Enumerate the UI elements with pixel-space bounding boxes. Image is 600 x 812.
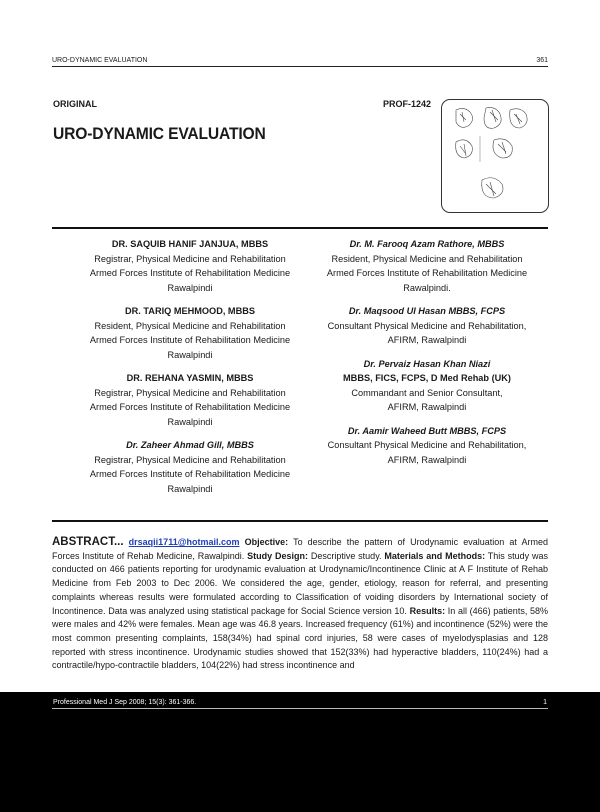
authors-right-column (312, 237, 542, 476)
author-affiliation: Armed Forces Institute of Rehabilitation Medicine (89, 268, 291, 278)
footer (53, 699, 547, 706)
article-title: URO-DYNAMIC EVALUATION (53, 124, 266, 143)
author-name: DR. TARIQ MEHMOOD, MBBS (125, 306, 255, 316)
author-entry (75, 438, 305, 496)
footer-bar (0, 692, 600, 812)
author-affiliation: Commandant and Senior Consultant, (351, 387, 503, 398)
author-entry (75, 371, 305, 429)
methods-text: This study was conducted on 466 patients reporting for urodynamic evaluation at Urodynamic/Incontinence Clinic at A F Institute of Rehab Medicine from Feb 2003 to Dec 2006. We considered the age, gender, etiology, reason for referral, and presenting complaints whereas results were formulated according to Classification of voiding disorders by International society of Incontinence. Data was analyzed using statistical package for Social Science version 10. (52, 550, 548, 616)
author-entry (75, 304, 305, 362)
abstract (52, 536, 548, 673)
anatomy-sketch-icon (442, 100, 548, 212)
author-affiliation: Rawalpindi (167, 282, 213, 293)
methods-label: Materials and Methods: (384, 550, 486, 561)
author-affiliation: Registrar, Physical Medicine and Rehabilitation (94, 454, 286, 465)
author-affiliation: Armed Forces Institute of Rehabilitation Medicine (326, 268, 528, 278)
design-label: Study Design: (247, 550, 308, 561)
author-affiliation: Armed Forces Institute of Rehabilitation Medicine (89, 335, 291, 345)
article-type: ORIGINAL (53, 99, 97, 109)
author-affiliation: Rawalpindi (167, 483, 213, 494)
running-head (52, 57, 548, 64)
authors-left-column (75, 237, 305, 505)
author-top-rule (52, 227, 548, 229)
author-affiliation: Registrar, Physical Medicine and Rehabilitation (94, 387, 286, 398)
abstract-top-rule (52, 520, 548, 522)
running-head-page: 361 (536, 57, 548, 64)
author-name: Dr. Maqsood Ul Hasan MBBS, FCPS (348, 306, 506, 316)
author-entry (312, 304, 542, 348)
author-affiliation: Rawalpindi (167, 349, 213, 360)
author-affiliation: AFIRM, Rawalpindi (387, 454, 467, 465)
author-entry (312, 237, 542, 295)
author-affiliation: Resident, Physical Medicine and Rehabilitation (94, 320, 286, 331)
author-entry (75, 237, 305, 295)
footer-rule (52, 708, 548, 709)
author-name: Dr. Aamir Waheed Butt MBBS, FCPS (347, 425, 507, 436)
author-name: DR. REHANA YASMIN, MBBS (126, 373, 254, 383)
author-email-link[interactable]: drsaqii1711@hotmail.com (128, 537, 240, 547)
author-name: DR. SAQUIB HANIF JANJUA, MBBS (111, 239, 269, 249)
author-entry (312, 357, 542, 415)
author-affiliation: Armed Forces Institute of Rehabilitation Medicine (89, 402, 291, 412)
results-label: Results: (409, 605, 446, 616)
results-text: In all (466) patients, 58% were males and 42% were females. Mean age was 46.8 years. Increased frequency (61%) and incontinence (52%) were the most common presenting complaints, 158(34%) had spinal cord injuries, 58 were cases of myelodysplasias and 128 reported with stress incontinence. Urodynamic studies showed that 152(33%) had hyperactive bladders, 110(24%) had a contractile/hypo-contractile bladders, 104(22%) had stress incontinence and (52, 605, 548, 671)
author-entry (312, 424, 542, 468)
objective-label: Objective: (244, 537, 289, 547)
author-affiliation: Consultant Physical Medicine and Rehabilitation, (327, 440, 527, 450)
author-affiliation: AFIRM, Rawalpindi (387, 402, 467, 412)
author-name: Dr. Pervaiz Hasan Khan Niazi (363, 358, 491, 369)
author-affiliation: Armed Forces Institute of Rehabilitation Medicine (89, 469, 291, 479)
journal-citation: Professional Med J Sep 2008; 15(3): 361-366. (53, 699, 197, 706)
objective-text: To describe the pattern of Urodynamic evaluation at Armed Forces Institute of Rehab Medicine, Rawalpindi. (52, 537, 548, 561)
author-affiliation: Rawalpindi (167, 416, 213, 427)
author-affiliation: Rawalpindi. (403, 282, 451, 293)
prof-code: PROF-1242 (383, 99, 432, 109)
header-rule (52, 66, 548, 67)
author-affiliation: Resident, Physical Medicine and Rehabilitation (331, 253, 523, 264)
author-degrees: MBBS, FICS, FCPS, D Med Rehab (UK) (343, 373, 511, 383)
footer-page-number: 1 (543, 699, 547, 706)
author-name: Dr. M. Farooq Azam Rathore, MBBS (349, 239, 505, 249)
author-affiliation: Consultant Physical Medicine and Rehabilitation, (327, 320, 527, 331)
author-affiliation: Registrar, Physical Medicine and Rehabilitation (94, 253, 286, 264)
running-head-title: URO-DYNAMIC EVALUATION (52, 57, 148, 64)
design-text: Descriptive study. (310, 550, 382, 561)
author-affiliation: AFIRM, Rawalpindi (387, 335, 467, 345)
anatomy-figure (441, 99, 549, 213)
author-name: Dr. Zaheer Ahmad Gill, MBBS (126, 440, 254, 450)
abstract-heading: ABSTRACT... (52, 536, 124, 548)
